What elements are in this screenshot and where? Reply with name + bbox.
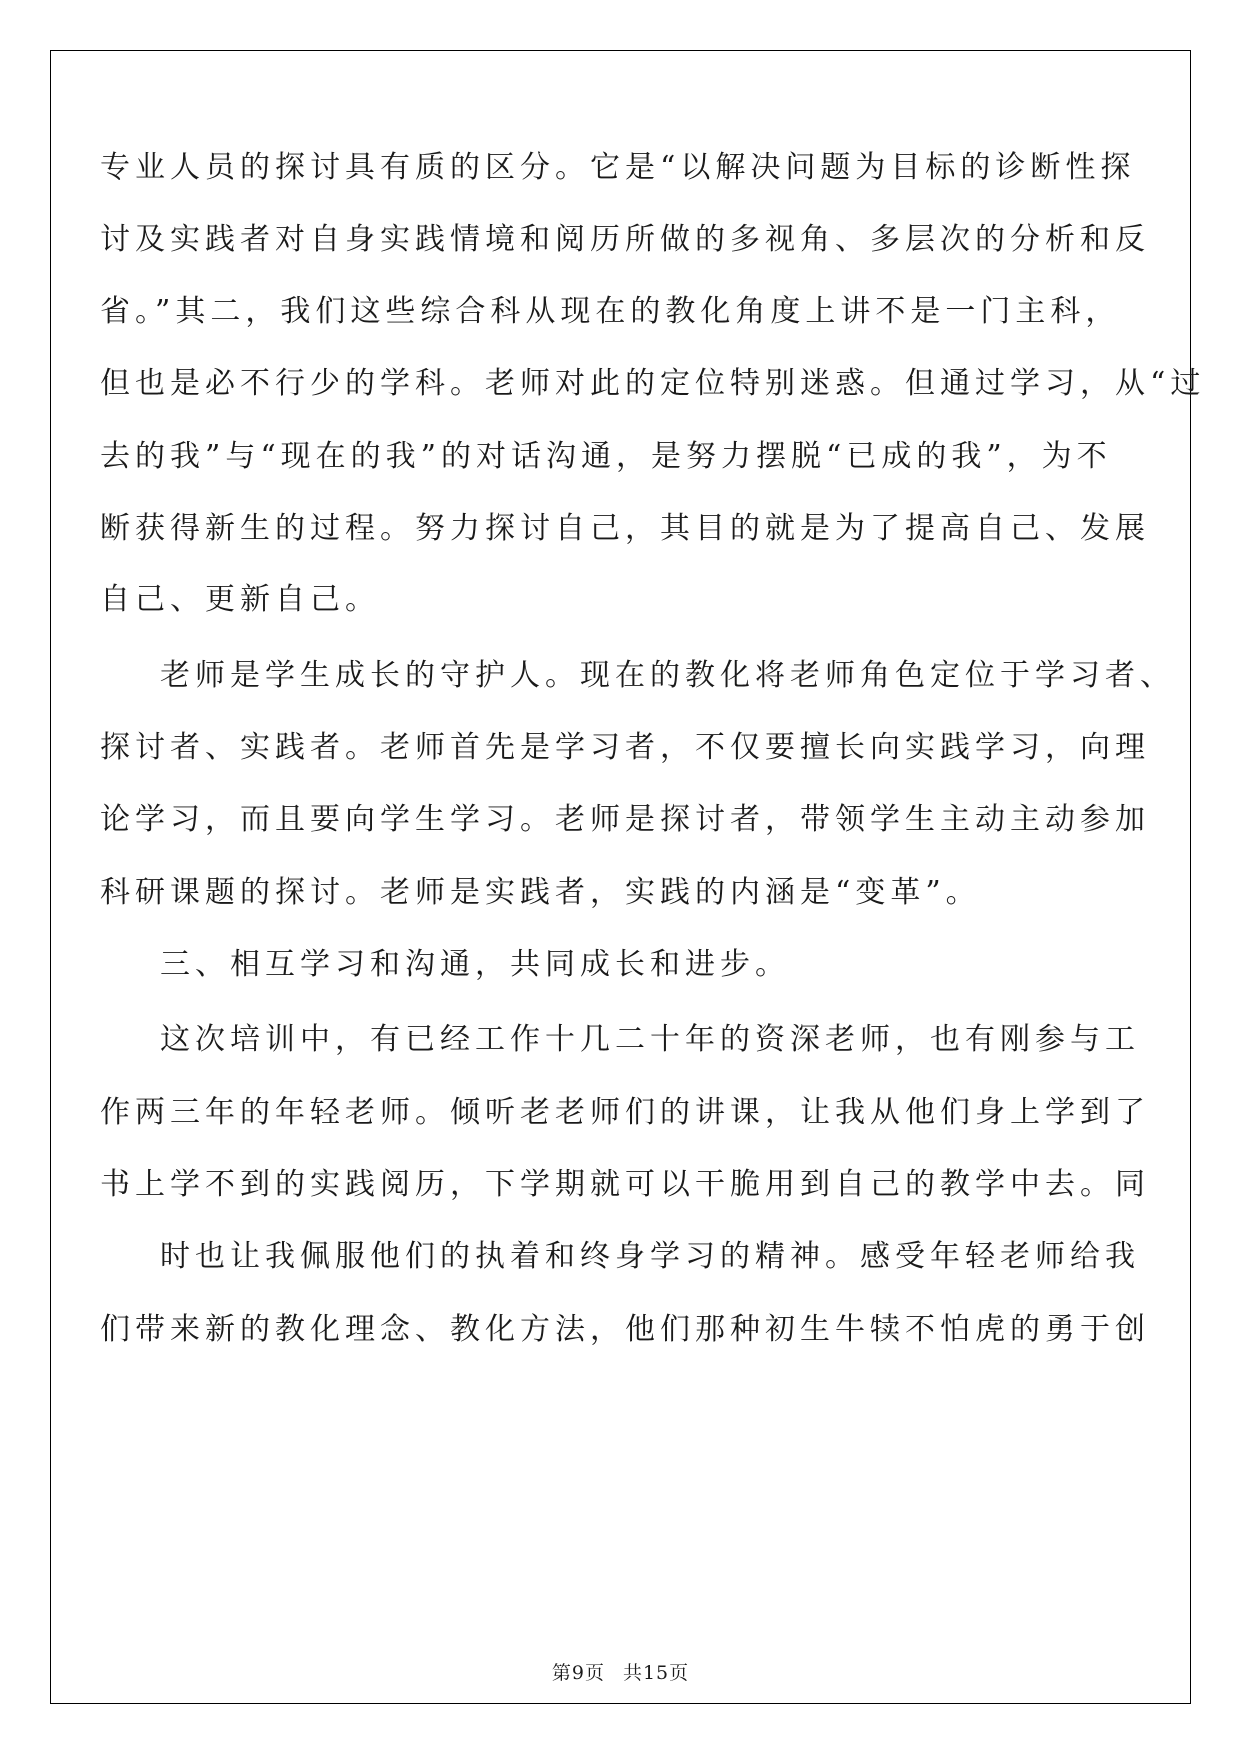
text-line: 专业人员的探讨具有质的区分。它是“以解决问题为目标的诊断性探 — [100, 150, 1136, 185]
text-line: 省。”其二，我们这些综合科从现在的教化角度上讲不是一门主科， — [100, 294, 1121, 329]
text-line: 书上学不到的实践阅历，下学期就可以干脆用到自己的教学中去。同 — [100, 1167, 1150, 1202]
paragraph-start-line: 老师是学生成长的守护人。现在的教化将老师角色定位于学习者、 — [160, 658, 1175, 693]
text-line: 作两三年的年轻老师。倾听老老师们的讲课，让我从他们身上学到了 — [100, 1095, 1150, 1130]
text-line: 科研课题的探讨。老师是实践者，实践的内涵是“变革”。 — [100, 875, 981, 910]
section-heading: 三、相互学习和沟通，共同成长和进步。 — [160, 947, 790, 982]
text-line: 去的我”与“现在的我”的对话沟通，是努力摆脱“已成的我”，为不 — [100, 439, 1112, 474]
paragraph-start-line: 这次培训中，有已经工作十几二十年的资深老师，也有刚参与工 — [160, 1022, 1140, 1057]
text-line: 们带来新的教化理念、教化方法，他们那种初生牛犊不怕虎的勇于创 — [100, 1312, 1150, 1347]
paragraph-start-line: 时也让我佩服他们的执着和终身学习的精神。感受年轻老师给我 — [160, 1239, 1140, 1274]
text-line: 讨及实践者对自身实践情境和阅历所做的多视角、多层次的分析和反 — [100, 222, 1150, 257]
text-line: 论学习，而且要向学生学习。老师是探讨者，带领学生主动主动参加 — [100, 802, 1150, 837]
page-number: 第9页 — [551, 1662, 605, 1684]
text-line: 自己、更新自己。 — [100, 582, 380, 617]
text-line: 探讨者、实践者。老师首先是学习者，不仅要擅长向实践学习，向理 — [100, 730, 1150, 765]
page-footer — [0, 1658, 1241, 1685]
page-total: 共15页 — [622, 1662, 690, 1684]
text-line: 断获得新生的过程。努力探讨自己，其目的就是为了提高自己、发展 — [100, 511, 1150, 546]
text-line: 但也是必不行少的学科。老师对此的定位特别迷惑。但通过学习，从“过 — [100, 366, 1206, 401]
